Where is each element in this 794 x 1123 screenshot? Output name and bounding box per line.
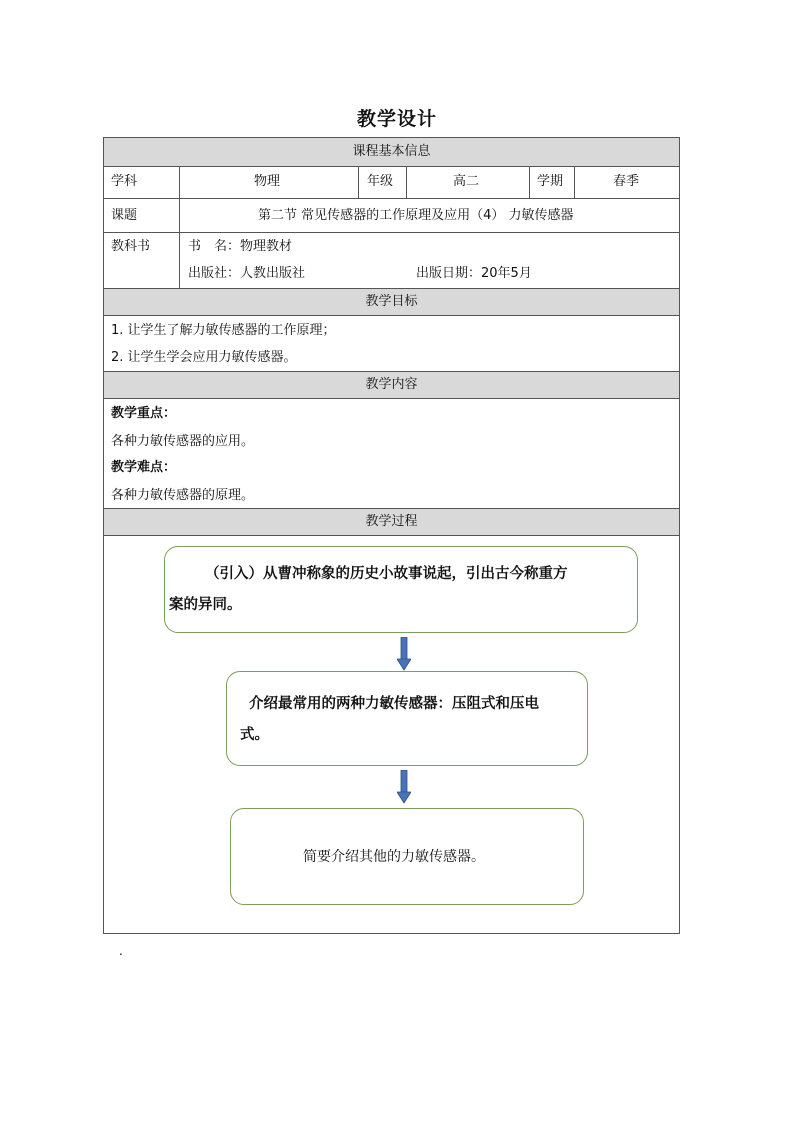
- topic-value: 第二节 常见传感器的工作原理及应用（4） 力敏传感器: [258, 208, 574, 223]
- difficult-point-label: 教学难点：: [111, 460, 177, 475]
- objective-item: 1. 让学生了解力敏传感器的工作原理；: [111, 323, 336, 338]
- process-step-1-line1: （引入）从曹冲称象的历史小故事说起，引出古今称重方: [205, 566, 568, 582]
- term-label: 学期: [537, 174, 564, 189]
- key-point-label: 教学重点：: [111, 406, 177, 421]
- process-step-2: [226, 671, 588, 766]
- down-arrow-icon: [397, 637, 411, 671]
- section-header-content: 教学内容: [104, 371, 679, 398]
- down-arrow-icon: [397, 770, 411, 804]
- table-divider: [406, 166, 407, 198]
- table-divider: [104, 315, 679, 316]
- subject-value: 物理: [254, 174, 281, 189]
- section-header-process: 教学过程: [104, 508, 679, 535]
- table-divider: [529, 166, 530, 198]
- table-divider: [358, 166, 359, 198]
- process-step-1-line2: 案的异同。: [169, 597, 242, 613]
- grade-value: 高二: [453, 174, 480, 189]
- term-value: 春季: [613, 174, 640, 189]
- difficult-point-text: 各种力敏传感器的原理。: [111, 488, 255, 503]
- grade-label: 年级: [367, 174, 394, 189]
- process-step-3-text: 简要介绍其他的力敏传感器。: [303, 849, 485, 865]
- table-divider: [104, 232, 679, 233]
- table-divider: [179, 166, 180, 288]
- publish-date: 出版日期：20年5月: [416, 266, 532, 281]
- objective-item: 2. 让学生学会应用力敏传感器。: [111, 350, 297, 365]
- section-header-basic-info: 课程基本信息: [104, 138, 679, 166]
- table-divider: [104, 371, 679, 372]
- table-divider: [104, 288, 679, 289]
- table-divider: [104, 398, 679, 399]
- publisher: 出版社：人教出版社: [188, 266, 306, 281]
- table-divider: [104, 166, 679, 167]
- table-divider: [104, 535, 679, 536]
- section-header-objectives: 教学目标: [104, 288, 679, 315]
- process-step-2-line2: 式。: [240, 727, 269, 743]
- process-step-3: [230, 808, 584, 905]
- book-name: 书 名：物理教材: [188, 239, 293, 254]
- page-title: 教学设计: [356, 108, 437, 130]
- topic-label: 课题: [111, 208, 138, 223]
- process-step-1: [164, 546, 638, 633]
- table-divider: [574, 166, 575, 198]
- key-point-text: 各种力敏传感器的应用。: [111, 434, 255, 449]
- table-divider: [104, 508, 679, 509]
- table-divider: [104, 198, 679, 199]
- textbook-label: 教科书: [111, 239, 151, 254]
- process-step-2-line1: 介绍最常用的两种力敏传感器：压阻式和压电: [249, 696, 539, 712]
- footer-mark: .: [119, 944, 123, 958]
- subject-label: 学科: [111, 174, 138, 189]
